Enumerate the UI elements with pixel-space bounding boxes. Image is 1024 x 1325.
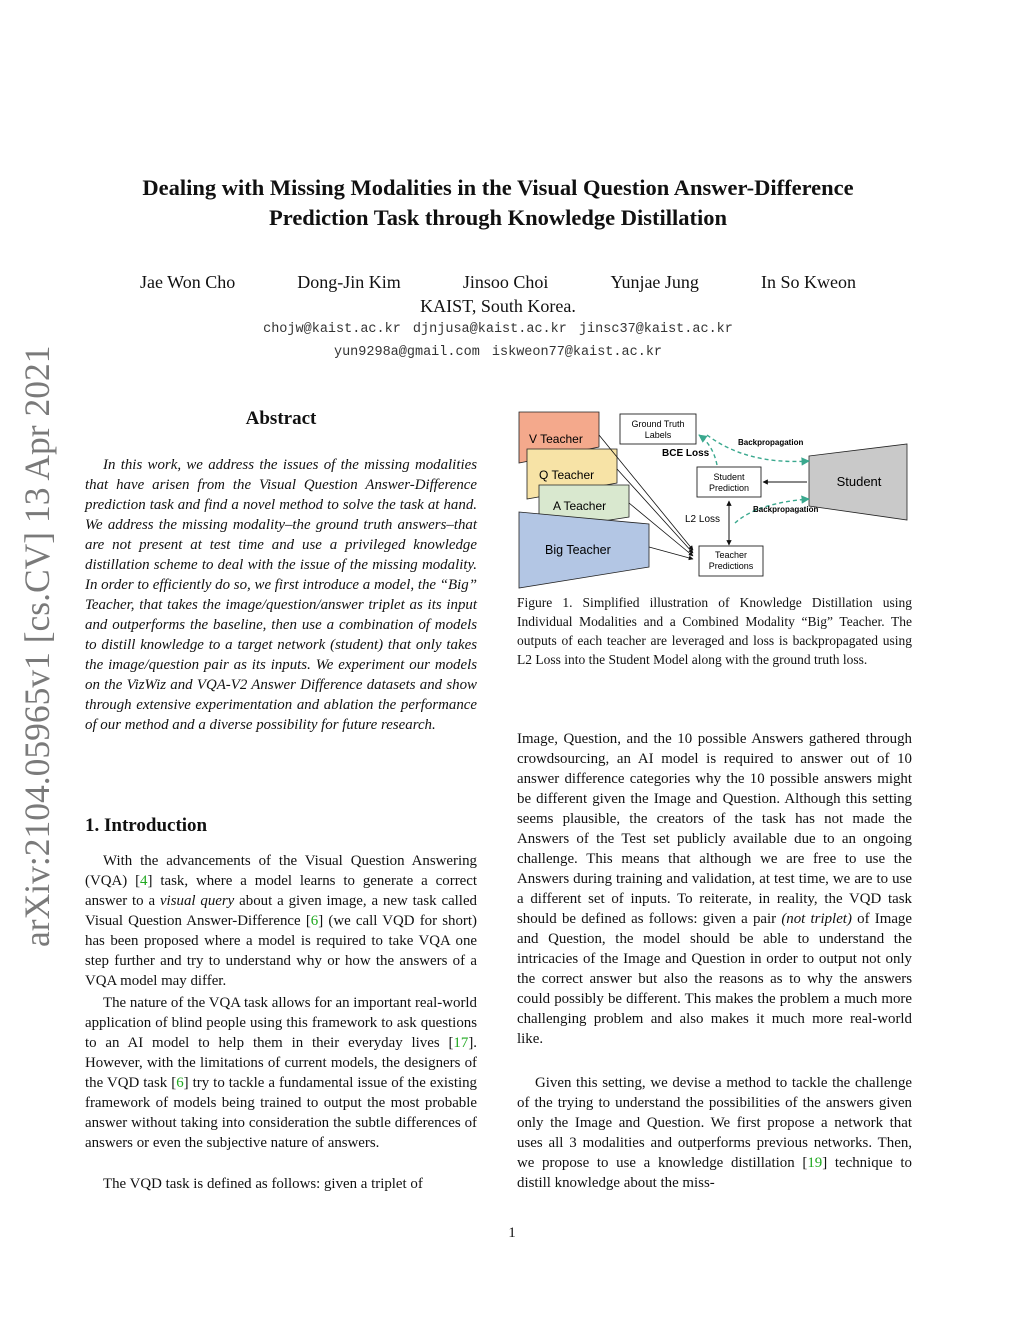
abstract-body: In this work, we address the issues of the missing modalities that have arisen from the Visual Question Answer-Difference prediction task and find a novel method to solve the task at hand. We address the missing modality–the ground truth answers–that are not present at test time and use a privileged knowledge distillation scheme to deal with the issue of the missing modality. In order to efficiently do so, we first introduce a model, the “Big” Teacher, that takes the image/question/answer triplet as its input and outperforms the baseline, then use a combination of models to distill knowledge to a target network (student) that only takes the image/question pair as its inputs. We experiment our models on the VizWiz and VQA-V2 Answer Difference datasets and show through extensive experimentation and ablation the performance of our method and a diverse possibility for future research. xyxy=(85,457,477,733)
author-name: Dong-Jin Kim xyxy=(297,272,401,292)
author-name: Jae Won Cho xyxy=(140,272,236,292)
intro-paragraph-1: With the advancements of the Visual Question Answering (VQA) [4] task, where a model learns to generate a correct answer to a visual query about a given image, a new task called Visual Question Answer-Difference [6] (we call VQD for short) has been proposed where a model is required to take VQA one step further and try to understand why or how the answers of a VQA model may differ. xyxy=(85,853,478,989)
intro-heading: 1. Introduction xyxy=(85,815,208,836)
citation-link[interactable]: 6 xyxy=(310,913,319,929)
title-line-1: Dealing with Missing Modalities in the Visual Question Answer-Difference xyxy=(142,175,854,200)
teacher-predictions-label: Teacher xyxy=(714,550,748,560)
email-line: chojw@kaist.ac.kr djnjusa@kaist.ac.kr jinsc37@kaist.ac.kr xyxy=(263,322,733,337)
paper-title xyxy=(90,173,906,233)
a-teacher-label: A Teacher xyxy=(553,499,607,513)
citation-link[interactable]: 19 xyxy=(807,1155,823,1171)
big-teacher-label: Big Teacher xyxy=(545,543,611,557)
bce-loss-label: BCE Loss xyxy=(662,448,710,459)
email-line: yun9298a@gmail.com iskweon77@kaist.ac.kr xyxy=(333,345,663,360)
right-paragraph-1: Image, Question, and the 10 possible Answers gathered through crowdsourcing, an AI model is required to answer out of 10 answer difference categories why the 10 possible answers might be different given the Image and Question. Although this setting seems plausible, the creators of the task has not made the Answers of the Test set publicly available due to an ongoing challenge. This means that although we are free to use the Answers during training and validation, at test time, we are to use a different set of inputs. To reiterate, in reality, the VQD task should be defined as follows: given a pair (not triplet) of Image and Question, the model should be able to understand the intricacies of the Image and Question in order to output not only the correct answer but also the reasons as to why the answers could possibly be different. This makes the problem a much more challenging problem and also makes it much more real-world like. xyxy=(517,731,912,1047)
arxiv-stamp: arXiv:2104.05965v1 [cs.CV] 13 Apr 2021 xyxy=(17,345,57,947)
author-list xyxy=(140,270,856,295)
right-paragraph-2: Given this setting, we devise a method to tackle the challenge of the trying to understand the possibilities of the answers given only the Image and Question. We first propose a network that uses all 3 modalities and outperforms previous networks. Then, we propose to use a knowledge distillation [19] technique to distill knowledge about the miss- xyxy=(517,1075,912,1191)
student-label: Student xyxy=(836,474,882,489)
figure-1 xyxy=(517,405,912,590)
l2-loss-label: L2 Loss xyxy=(685,514,721,525)
author-name: Jinsoo Choi xyxy=(462,272,549,292)
ground-truth-label: Labels xyxy=(644,430,672,440)
citation-link[interactable]: 6 xyxy=(176,1075,184,1091)
student-prediction-label: Student xyxy=(713,472,745,482)
v-teacher-label: V Teacher xyxy=(529,432,583,446)
citation-link[interactable]: 17 xyxy=(453,1035,469,1051)
author-name: In So Kweon xyxy=(761,272,856,292)
backprop-label: Backpropagation xyxy=(753,505,819,514)
q-teacher-label: Q Teacher xyxy=(539,468,595,482)
intro-paragraph-2: The nature of the VQA task allows for an important real-world application of blind people using this framework to ask questions to an AI model to help them in their everyday lives [17]. However, with the limitations of current models, the designers of the VQD task [6] try to tackle a fundamental issue of the existing framework of models being trained to output the most probable answer without taking into consideration the subtle differences of answers or even the subjective nature of answers. xyxy=(85,995,477,1151)
teacher-predictions-label: Predictions xyxy=(708,561,754,571)
ground-truth-label: Ground Truth xyxy=(631,419,685,429)
citation-link[interactable]: 4 xyxy=(140,873,148,889)
author-name: Yunjae Jung xyxy=(610,272,699,292)
page-number: 1 xyxy=(508,1225,516,1241)
abstract-heading: Abstract xyxy=(245,408,317,429)
affiliation: KAIST, South Korea. xyxy=(420,296,576,316)
figure-caption: Figure 1. Simplified illustration of Knowledge Distillation using Individual Modalities and a Combined Modality “Big” Teacher. The outputs of each teacher are leveraged and loss is backpropagated using L2 Loss into the Student Model along with the ground truth loss. xyxy=(517,595,912,667)
title-line-2: Prediction Task through Knowledge Distillation xyxy=(269,205,727,230)
student-prediction-label: Prediction xyxy=(708,483,750,493)
intro-paragraph-3: The VQD task is defined as follows: given a triplet of xyxy=(103,1176,423,1192)
backprop-label: Backpropagation xyxy=(738,438,804,447)
